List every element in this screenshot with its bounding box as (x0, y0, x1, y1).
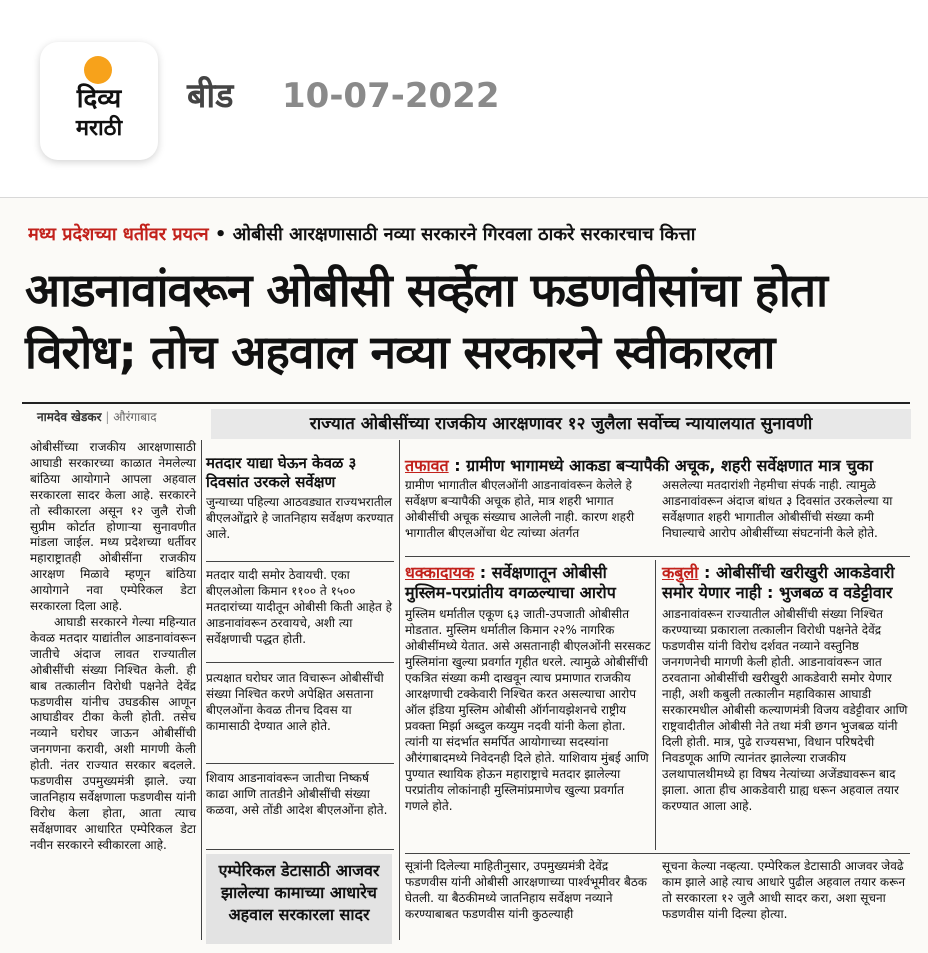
logo-text-line2: मराठी (75, 116, 123, 141)
section-dhakkadayak-title: : सर्वेक्षणातून ओबीसी मुस्लिम-परप्रांतीय वगळल्याचा आरोप (405, 563, 616, 602)
section-dhakkadayak-text: मुस्लिम धर्मातील एकूण ६३ जाती-उपजाती ओबीसीत मोडतात. मुस्लिम धर्मातील किमान २२% नागरिक ओबीसींमध्ये येतात. असे असतानाही बीएलओंनी सरसकट मुस्लिमांना खुल्या प्रवर्गात गृहीत धरले. त्यामुळे ओबीसींची एकत्रित संख्या कमी दाखवून त्याच प्रमाणात राजकीय आरक्षणाची टक्केवारी निश्चित करत असल्याचा आरोप ऑल इंडिया मुस्लिम ओबीसी ऑर्गनायझेशनचे राष्ट्रीय प्रवक्ता मिर्झा अब्दुल कय्युम नदवी यांनी केला होता. त्यांनी या संदर्भात समर्पित आयोगाच्या सदस्यांना औरंगाबादमध्ये निवेदनही दिले होते. याशिवाय मुंबई आणि पुण्यात स्थायिक होऊन महाराष्ट्राचे मतदार झालेल्या परप्रांतीय लोकांनाही मुस्लिमांप्रमाणेच खुल्या प्रवर्गात गणले होते. (405, 607, 651, 813)
section-divider-1 (405, 556, 910, 557)
kicker-separator: • (208, 224, 233, 245)
column-rule-1 (201, 440, 202, 940)
edition-date: 10-07-2022 (282, 76, 500, 116)
mid-divider-3 (206, 763, 394, 764)
left-para-2: आघाडी सरकारने गेल्या महिन्यात केवळ मतदार याद्यांतील आडनावांवरून जातीचे अंदाज लावत राज्यातील ओबीसींची संख्या निश्चित केली. ही बाब तत्कालीन विरोधी पक्षनेते देवेंद्र फडणवीस यांनीच उघडकीस आणून आघाडीवर टीका केली होती. तसेच नव्याने घरोघर जाऊन ओबीसींची जनगणना करावी, अशी मागणी केली होती. नंतर राज्यात सरकार बदलले. फडणवीस उपमुख्यमंत्री झाले. ज्या जातनिहाय सर्वेक्षणाला फडणवीस यांनी विरोध केला होता, आता त्याच सर्वेक्षणावर आधारित एम्पेरिकल डेटा नवीन सरकारने स्वीकारला आहे. (30, 614, 196, 852)
app-header (0, 0, 928, 198)
left-para-1: ओबीसींच्या राजकीय आरक्षणासाठी आघाडी सरकारच्या काळात नेमलेल्या बांठिया आयोगाने आपला अहवाल सरकारला सादर केला आहे. सरकारने तो स्वीकारला असून १२ जुलै रोजी सुप्रीम कोर्टात होणाऱ्या सुनावणीत मांडला जाईल. मध्य प्रदेशच्या धर्तीवर महाराष्ट्रातही ओबीसींना राजकीय आरक्षण मिळावे म्हणून बांठिया आयोगाने नवा एम्पेरिकल डेटा सरकारला दिला आहे. (30, 440, 196, 614)
sun-icon (84, 56, 112, 84)
mid-box-3-text: प्रत्यक्षात घरोघर जात विचारून ओबीसींची संख्या निश्चित करणे अपेक्षित असताना बीएलओंना केवळ तीनच दिवस या कामासाठी देण्यात आले होते. (206, 671, 384, 733)
section-tafavat-head (405, 456, 910, 476)
column-rule-3 (655, 560, 656, 850)
section-tafavat-title: : ग्रामीण भागामध्ये आकडा बऱ्यापैकी अचूक, शहरी सर्वेक्षणात मात्र चुका (448, 456, 873, 475)
headline-line-2: विरोध; तोच अहवाल नव्या सरकारने स्वीकारला (25, 325, 775, 379)
divider (22, 402, 910, 404)
byline (37, 408, 157, 425)
bottom-col-2: सूचना केल्या नव्हत्या. एम्पेरिकल डेटासाठी आजवर जेवढे काम झाले आहे त्याच आधारे पुढील अहवाल तयार करून तो सरकारला १२ जुलै आधी सादर करा, अशा सूचना फडणवीस यांनी दिल्या होत्या. (662, 859, 906, 921)
mid-box-1 (206, 454, 394, 542)
grey-callout: एम्पेरिकल डेटासाठी आजवर झालेल्या कामाच्या आधारेच अहवाल सरकारला सादर (206, 854, 392, 944)
mid-box-2-text: मतदार यादी समोर ठेवायची. एका बीएलओला किमान ११०० ते १५०० मतदारांच्या यादीतून ओबीसी किती आहेत हे आडनावांवरून ठरवायचे, अशी त्या सर्वेक्षणाची पद्धत होती. (206, 568, 393, 646)
mid-divider-1 (206, 561, 394, 562)
logo-text-line1: दिव्य (76, 84, 122, 114)
left-column (30, 440, 196, 854)
byline-separator: | (101, 410, 114, 424)
section-kabuli-head (662, 563, 910, 603)
mid-box-4 (206, 770, 394, 818)
kicker-black: ओबीसी आरक्षणासाठी नव्या सरकारने गिरवला ठाकरे सरकारचाच कित्ता (232, 224, 696, 245)
section-kabuli (662, 563, 910, 814)
mid-divider-2 (206, 662, 394, 663)
mid-box-3 (206, 670, 394, 734)
main-headline (25, 259, 920, 383)
kicker-red: मध्य प्रदेशच्या धर्तीवर प्रयत्न (28, 224, 209, 245)
section-tafavat-col-1: ग्रामीण भागातील बीएलओंनी आडनावांवरून केलेले हे सर्वेक्षण बऱ्यापैकी अचूक होते, मात्र शहरी भागात ओबीसींची अचूक संख्याच आलेली नाही. कारण शहरी भागातील बीएलओंचा थेट त्यांच्या अंतर्गत (405, 478, 635, 540)
byline-author: नामदेव खेडकर (37, 410, 102, 424)
mid-divider-4 (206, 849, 394, 850)
section-kabuli-label: कबुली (662, 563, 699, 582)
column-rule-2 (399, 440, 400, 940)
edition-city: बीड (187, 76, 234, 116)
section-kabuli-text: आडनावांवरून राज्यातील ओबीसींची संख्या निश्चित करण्याच्या प्रकाराला तत्कालीन विरोधी पक्षनेते देवेंद्र फडणवीस यांनी विरोध दर्शवत नव्याने वस्तुनिष्ठ जनगणनेची मागणी केली होती. आडनावांवरून जात ठरवताना ओबीसींची खरीखुरी आकडेवारी समोर येणार नाही, अशी कबुली तत्कालीन महाविकास आघाडी सरकारमधील ओबीसी कल्याणमंत्री विजय वडेट्टीवार आणि राष्ट्रवादीतील ओबीसी नेते तथा मंत्री छगन भुजबळ यांनी दिली होती. मात्र, पुढे राज्यसभा, विधान परिषदेची निवडणूक आणि त्यानंतर झालेल्या राजकीय उलथापालथीमध्ये हा विषय नेत्यांच्या अजेंड्यावरून बाद झाला. आता हीच आकडेवारी ग्राह्य धरून अहवाल तयार करण्यात आला आहे. (662, 607, 908, 813)
section-dhakkadayak (405, 563, 651, 814)
divya-marathi-logo[interactable] (40, 42, 158, 160)
section-dhakkadayak-head (405, 563, 651, 603)
section-tafavat-col-2: असलेल्या मतदारांशी नेहमीचा संपर्क नाही. त्यामुळे आडनावांवरून अंदाज बांधत ३ दिवसांत उरकलेल्या या सर्वेक्षणात शहरी भागातील ओबीसींची संख्या कमी निघाल्याचे आरोप ओबीसींच्या संघटनांनी केले होते. (662, 478, 893, 540)
section-dhakkadayak-label: धक्कादायक (405, 563, 475, 582)
mid-box-1-head: मतदार याद्या घेऊन केवळ ३ दिवसांत उरकले सर्वेक्षण (206, 454, 357, 491)
bottom-col-1: सूत्रांनी दिलेल्या माहितीनुसार, उपमुख्यमंत्री देवेंद्र फडणवीस यांनी ओबीसी आरक्षणाच्या पार्श्वभूमीवर बैठक घेतली. या बैठकीमध्ये जातनिहाय सर्वेक्षण नव्याने करण्याबाबत फडणवीस यांनी कुठल्याही (405, 859, 648, 921)
mid-box-4-text: शिवाय आडनावांवरून जातीचा निष्कर्ष काढा आणि तातडीने ओबीसींची संख्या कळवा, असे तोंडी आदेश बीएलओंना होते. (206, 771, 388, 817)
mid-box-1-text: जुन्याच्या पहिल्या आठवड्यात राज्यभरातील बीएलओंद्वारे हे जातनिहाय सर्वेक्षण करण्यात आले. (206, 495, 394, 541)
section-kabuli-title: : ओबीसींची खरीखुरी आकडेवारी समोर येणार नाही : भुजबळ व वडेट्टीवार (662, 563, 895, 602)
byline-place: औरंगाबाद (113, 410, 157, 424)
subhead-band: राज्यात ओबीसींच्या राजकीय आरक्षणावर १२ जुलैला सर्वोच्च न्यायालयात सुनावणी (211, 409, 911, 439)
mid-box-2 (206, 567, 394, 647)
section-tafavat-label: तफावत (405, 456, 449, 475)
section-divider-2 (405, 853, 910, 854)
headline-line-1: आडनावांवरून ओबीसी सर्व्हेला फडणवीसांचा होता (25, 263, 828, 317)
kicker-line (28, 222, 918, 248)
section-tafavat (405, 456, 910, 476)
